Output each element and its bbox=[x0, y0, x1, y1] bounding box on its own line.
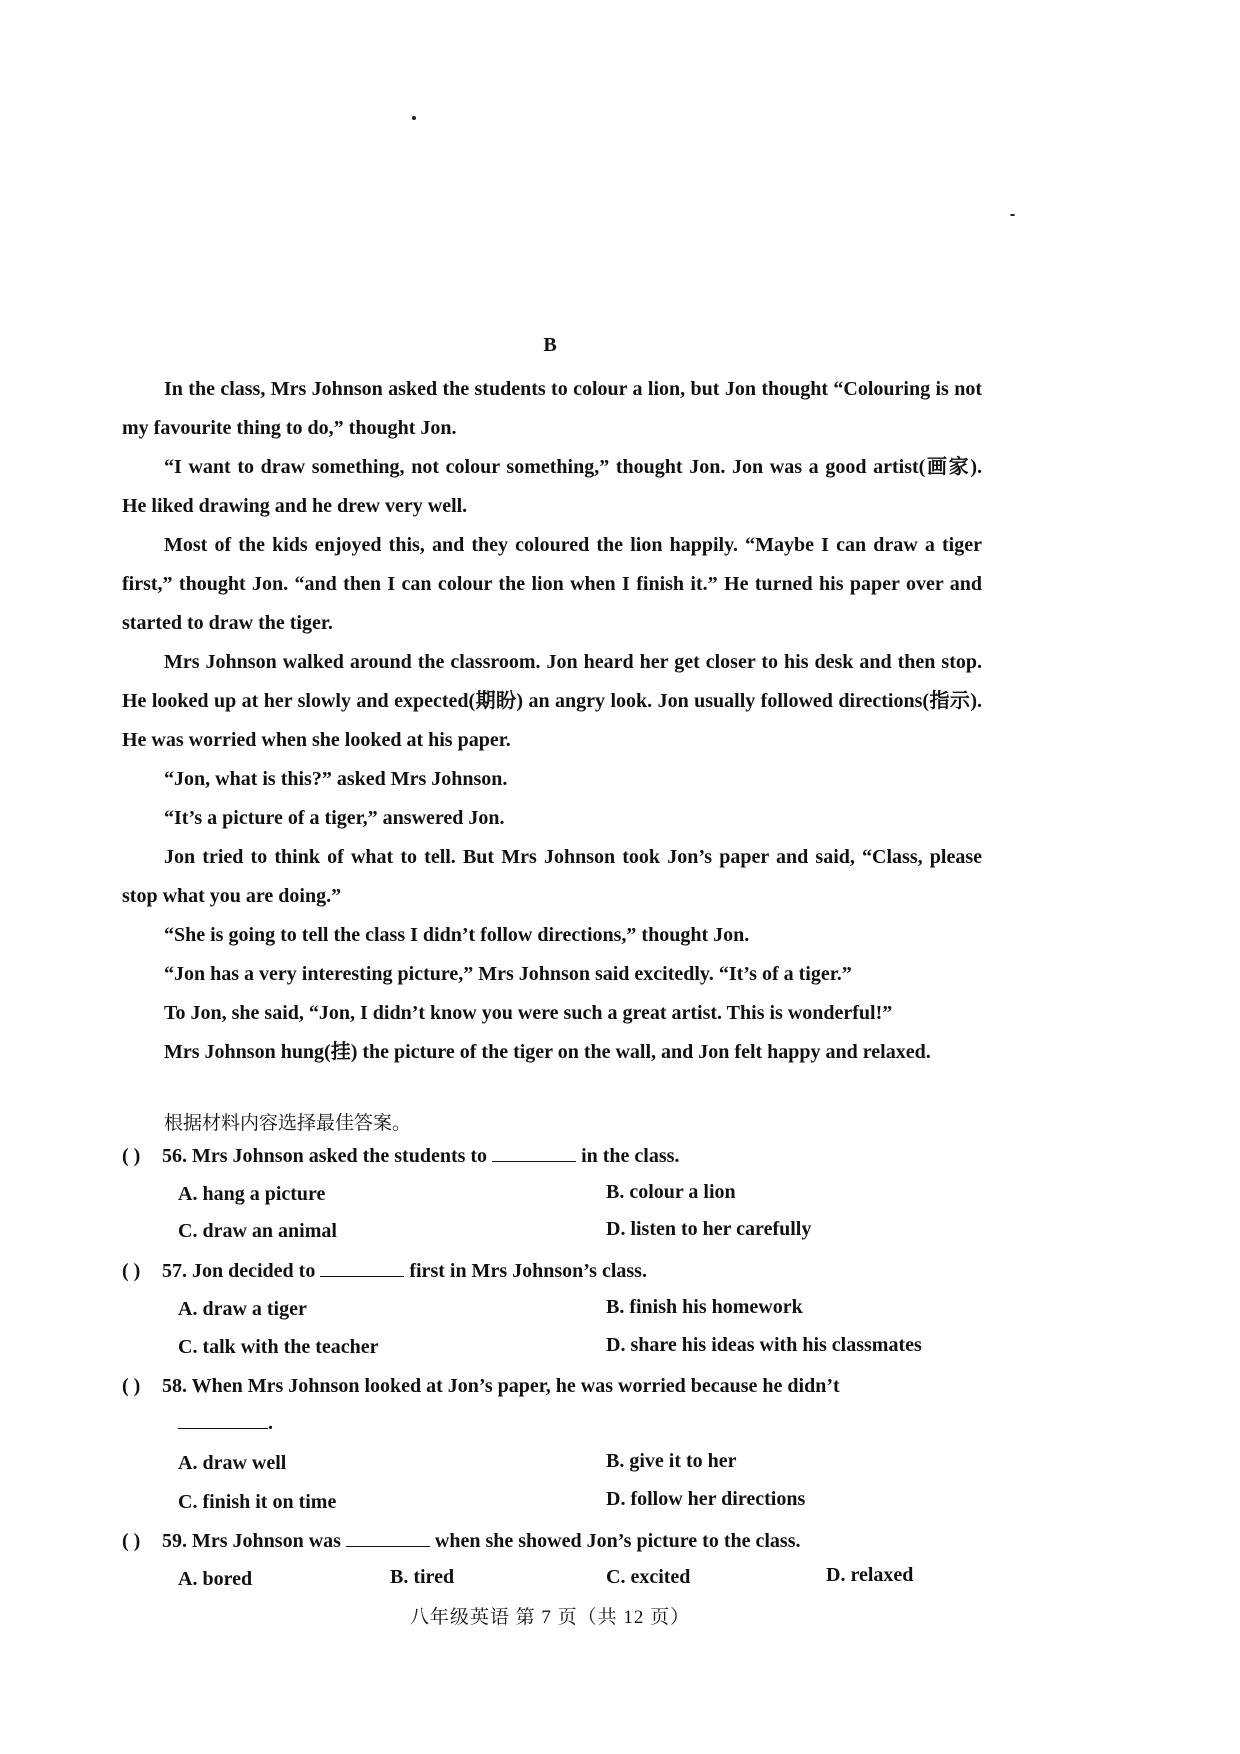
passage-paragraph: “Jon, what is this?” asked Mrs Johnson. bbox=[164, 768, 508, 790]
option-a[interactable]: A. draw well bbox=[178, 1452, 287, 1474]
question-stem: 58. When Mrs Johnson looked at Jon’s paper, he was worried because he didn’t bbox=[162, 1375, 840, 1397]
option-a[interactable]: A. bored bbox=[178, 1568, 253, 1590]
passage-paragraph: In the class, Mrs Johnson asked the students to colour a lion, but Jon thought “Colouring is not my favourite thing to do,” thought Jon. bbox=[122, 378, 982, 439]
option-b[interactable]: B. give it to her bbox=[606, 1450, 737, 1472]
page-footer: 八年级英语 第 7 页（共 12 页） bbox=[409, 1607, 691, 1628]
passage-paragraph: “It’s a picture of a tiger,” answered Jon. bbox=[164, 807, 505, 829]
scan-speck bbox=[1010, 214, 1015, 216]
option-a[interactable]: A. draw a tiger bbox=[178, 1298, 307, 1320]
option-b[interactable]: B. colour a lion bbox=[606, 1181, 736, 1203]
passage-paragraph: “I want to draw something, not colour something,” thought Jon. Jon was a good artist(画家). He liked drawing and he drew very well. bbox=[122, 456, 982, 517]
answer-blank bbox=[320, 1260, 404, 1277]
option-c[interactable]: C. draw an animal bbox=[178, 1220, 337, 1242]
passage-paragraph: Mrs Johnson hung(挂) the picture of the tiger on the wall, and Jon felt happy and relaxed. bbox=[164, 1041, 931, 1063]
question-58-blank-line: . bbox=[178, 1412, 273, 1435]
question-stem: 56. Mrs Johnson asked the students to in the class. bbox=[162, 1145, 680, 1167]
passage-paragraph: Mrs Johnson walked around the classroom. Jon heard her get closer to his desk and then stop. He looked up at her slowly and expected(期盼) an angry look. Jon usually followed directions(指示). He was worried when she looked at his paper. bbox=[122, 651, 982, 751]
passage-paragraph: “Jon has a very interesting picture,” Mrs Johnson said excitedly. “It’s of a tiger.” bbox=[164, 963, 852, 985]
option-c[interactable]: C. excited bbox=[606, 1566, 691, 1588]
passage-paragraph: Most of the kids enjoyed this, and they coloured the lion happily. “Maybe I can draw a tiger first,” thought Jon. “and then I can colour the lion when I finish it.” He turned his paper over and started to draw the tiger. bbox=[122, 534, 982, 634]
option-d[interactable]: D. share his ideas with his classmates bbox=[606, 1334, 922, 1356]
option-c[interactable]: C. finish it on time bbox=[178, 1491, 337, 1513]
option-a[interactable]: A. hang a picture bbox=[178, 1183, 326, 1205]
answer-bracket[interactable]: ( ) bbox=[122, 1260, 141, 1282]
question-instruction: 根据材料内容选择最佳答案。 bbox=[164, 1113, 412, 1134]
option-d[interactable]: D. listen to her carefully bbox=[606, 1218, 812, 1240]
answer-blank bbox=[178, 1412, 268, 1429]
section-title: B bbox=[543, 334, 557, 356]
question-stem: 59. Mrs Johnson was when she showed Jon’s picture to the class. bbox=[162, 1530, 801, 1552]
answer-bracket[interactable]: ( ) bbox=[122, 1145, 141, 1167]
passage-paragraph: To Jon, she said, “Jon, I didn’t know you were such a great artist. This is wonderful!” bbox=[164, 1002, 893, 1024]
answer-bracket[interactable]: ( ) bbox=[122, 1530, 141, 1552]
answer-bracket[interactable]: ( ) bbox=[122, 1375, 141, 1397]
passage-paragraph: Jon tried to think of what to tell. But Mrs Johnson took Jon’s paper and said, “Class, please stop what you are doing.” bbox=[122, 846, 982, 907]
answer-blank bbox=[492, 1145, 576, 1162]
question-stem: 57. Jon decided to first in Mrs Johnson’s class. bbox=[162, 1260, 647, 1282]
option-d[interactable]: D. relaxed bbox=[826, 1564, 914, 1586]
answer-blank bbox=[346, 1530, 430, 1547]
option-c[interactable]: C. talk with the teacher bbox=[178, 1336, 379, 1358]
option-b[interactable]: B. tired bbox=[390, 1566, 455, 1588]
option-b[interactable]: B. finish his homework bbox=[606, 1296, 803, 1318]
reading-passage bbox=[122, 370, 982, 1072]
passage-paragraph: “She is going to tell the class I didn’t follow directions,” thought Jon. bbox=[164, 924, 750, 946]
option-d[interactable]: D. follow her directions bbox=[606, 1488, 806, 1510]
scan-speck bbox=[412, 116, 416, 120]
